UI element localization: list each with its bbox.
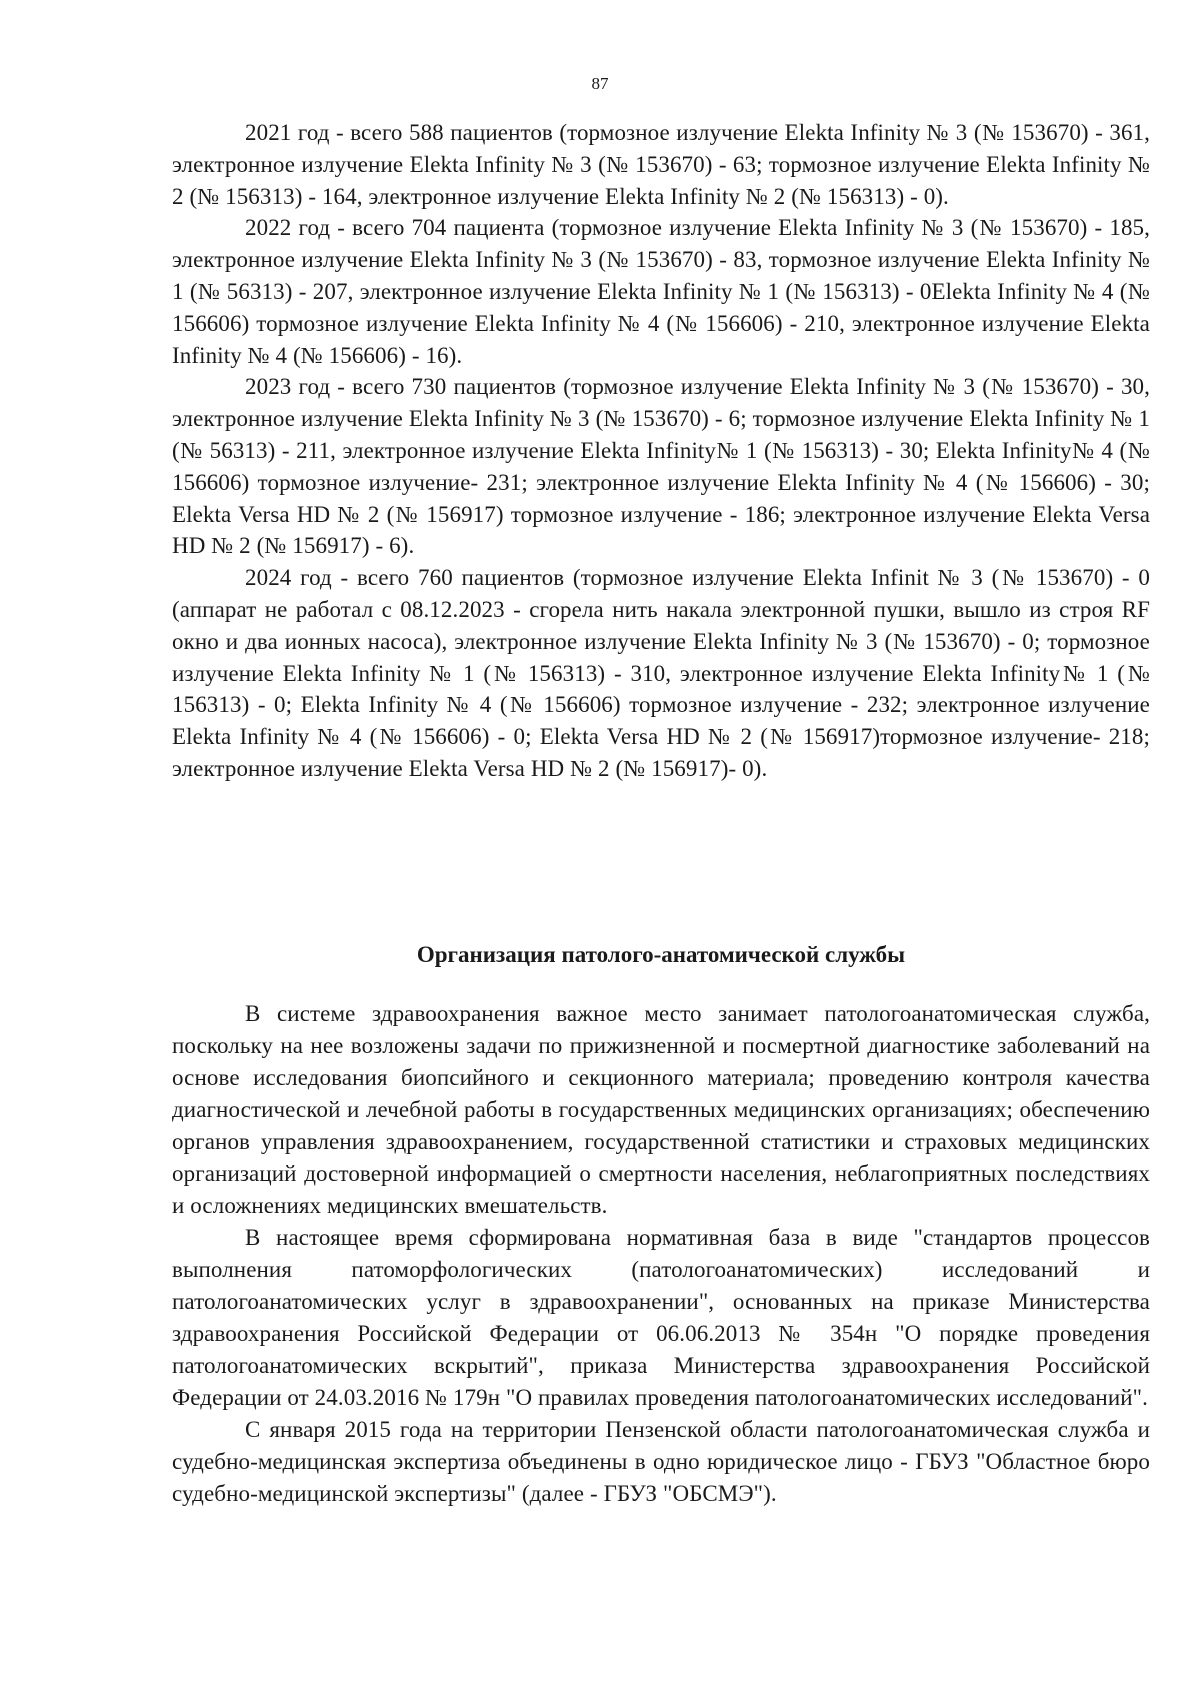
page-number: 87 [591, 74, 609, 93]
paragraph-pathology-role: В системе здравоохранения важное место занимает патологоанатомическая служба, поскольку на нее возложены задачи по прижизненной и посмертной диагностике заболеваний на основе исследования биопсийного и секционного материала; проведению контроля качества диагностической и лечебной работы в государственных медицинских организациях; обеспечению органов управления здравоохранением, государственной статистики и страховых медицинских организаций достоверной информацией о смертности населения, неблагоприятных последствиях и осложнениях медицинских вмешательств. [172, 1001, 1150, 1218]
paragraph-2024: 2024 год - всего 760 пациентов (тормозное излучение Elekta Infinit № 3 (№ 153670) - 0 (аппарат не работал с 08.12.2023 - сгорела нить накала электронной пушки, вышло из строя RF окно и два ионных насоса), электронное излучение Elekta Infinity № 3 (№ 153670) - 0; тормозное излучение Elekta Infinity № 1 (№ 156313) - 310, электронное излучение Elekta Infinity№ 1 (№ 156313) - 0; Elekta Infinity № 4 (№ 156606) тормозное излучение - 232; электронное излучение Elekta Infinity № 4 (№ 156606) - 0; Elekta Versa HD № 2 (№ 156917)тормозное излучение- 218; электронное излучение Elekta Versa HD № 2 (№ 156917)- 0). [172, 565, 1150, 781]
paragraph-merger-2015: С января 2015 года на территории Пензенской области патологоанатомическая служба и судебно-медицинская экспертиза объединены в одно юридическое лицо - ГБУЗ "Областное бюро судебно-медицинской экспертизы" (далее - ГБУЗ "ОБСМЭ"). [172, 1417, 1150, 1506]
pathology-service-section [172, 998, 1150, 1510]
equipment-statistics-section [172, 117, 1150, 785]
paragraph-regulatory-base: В настоящее время сформирована нормативная база в виде "стандартов процессов выполнения патоморфологических (патологоанатомических) исследований и патологоанатомических услуг в здравоохранении", основанных на приказе Министерства здравоохранения Российской Федерации от 06.06.2013 № 354н "О порядке проведения патологоанатомических вскрытий", приказа Министерства здравоохранения Российской Федерации от 24.03.2016 № 179н "О правилах проведения патологоанатомических исследований". [172, 1225, 1150, 1410]
paragraph-2022: 2022 год - всего 704 пациента (тормозное излучение Elekta Infinity № 3 (№ 153670) - 185, электронное излучение Elekta Infinity № 3 (№ 153670) - 83, тормозное излучение Elekta Infinity № 1 (№ 56313) - 207, электронное излучение Elekta Infinity № 1 (№ 156313) - 0Elekta Infinity № 4 (№ 156606) тормозное излучение Elekta Infinity № 4 (№ 156606) - 210, электронное излучение Elekta Infinity № 4 (№ 156606) - 16). [172, 215, 1150, 368]
paragraph-2023: 2023 год - всего 730 пациентов (тормозное излучение Elekta Infinity № 3 (№ 153670) - 30, электронное излучение Elekta Infinity № 3 (№ 153670) - 6; тормозное излучение Elekta Infinity № 1 (№ 56313) - 211, электронное излучение Elekta Infinity№ 1 (№ 156313) - 30; Elekta Infinity№ 4 (№ 156606) тормозное излучение- 231; электронное излучение Elekta Infinity № 4 (№ 156606) - 30; Elekta Versa HD № 2 (№ 156917) тормозное излучение - 186; электронное излучение Elekta Versa HD № 2 (№ 156917) - 6). [172, 374, 1150, 559]
paragraph-2021: 2021 год - всего 588 пациентов (тормозное излучение Elekta Infinity № 3 (№ 153670) - 361, электронное излучение Elekta Infinity № 3 (№ 153670) - 63; тормозное излучение Elekta Infinity № 2 (№ 156313) - 164, электронное излучение Elekta Infinity № 2 (№ 156313) - 0). [172, 120, 1150, 209]
section-heading: Организация патолого-анатомической службы [416, 942, 906, 967]
